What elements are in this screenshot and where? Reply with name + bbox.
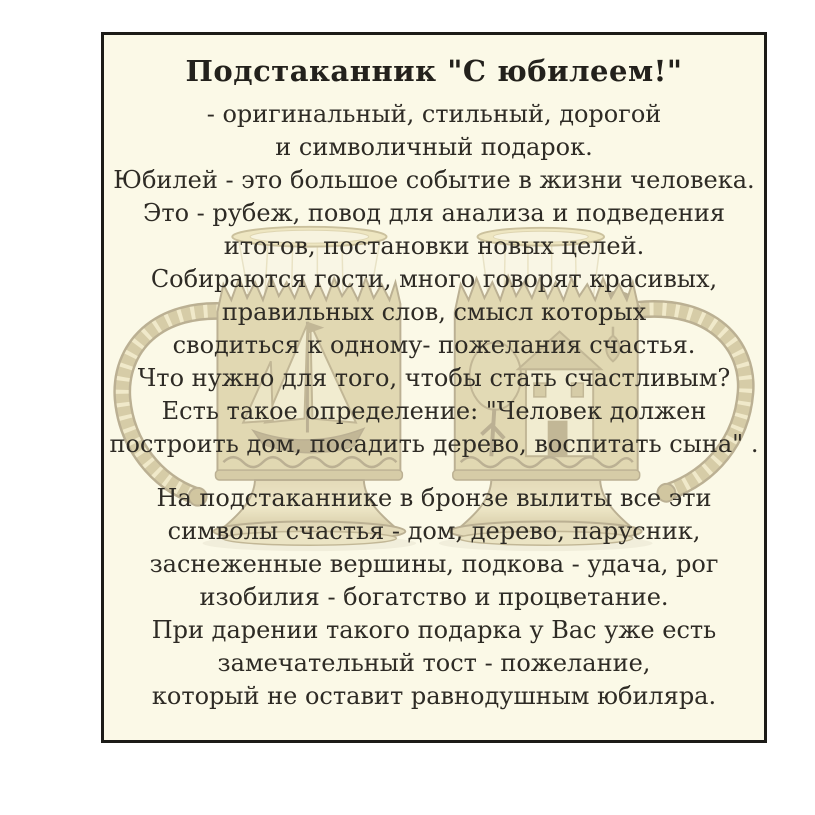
- intro-line: - оригинальный, стильный, дорогой: [206, 100, 662, 128]
- intro-line: построить дом, посадить дерево, воспитать сына" .: [109, 430, 759, 458]
- body-line: замечательный тост - пожелание,: [217, 649, 651, 677]
- page-title: Подстаканник "С юбилеем!": [185, 54, 683, 88]
- jubilee-card: [101, 32, 767, 743]
- body-line: На подстаканнике в бронзе вылиты все эти: [156, 484, 712, 512]
- intro-line: Собираются гости, много говорят красивых,: [150, 265, 718, 293]
- intro-paragraph: [104, 98, 764, 461]
- intro-line: правильных слов, смысл которых: [221, 298, 647, 326]
- intro-line: Это - рубеж, повод для анализа и подведения: [142, 199, 726, 227]
- body-line: символы счастья - дом, дерево, парусник,: [167, 517, 701, 545]
- intro-line: итогов, постановки новых целей.: [223, 232, 645, 260]
- intro-line: Что нужно для того, чтобы стать счастливым?: [137, 364, 731, 392]
- card-text: [104, 52, 764, 713]
- intro-line: сводиться к одному- пожелания счастья.: [172, 331, 696, 359]
- body-line: который не оставит равнодушным юбиляра.: [151, 682, 717, 710]
- intro-line: Юбилей - это большое событие в жизни человека.: [113, 166, 755, 194]
- symbols-paragraph: [104, 482, 764, 713]
- body-line: изобилия - богатство и процветание.: [199, 583, 669, 611]
- intro-line: и символичный подарок.: [275, 133, 593, 161]
- intro-line: Есть такое определение: "Человек должен: [161, 397, 707, 425]
- body-line: При дарении такого подарка у Вас уже есть: [151, 616, 717, 644]
- body-line: заснеженные вершины, подкова - удача, рог: [149, 550, 719, 578]
